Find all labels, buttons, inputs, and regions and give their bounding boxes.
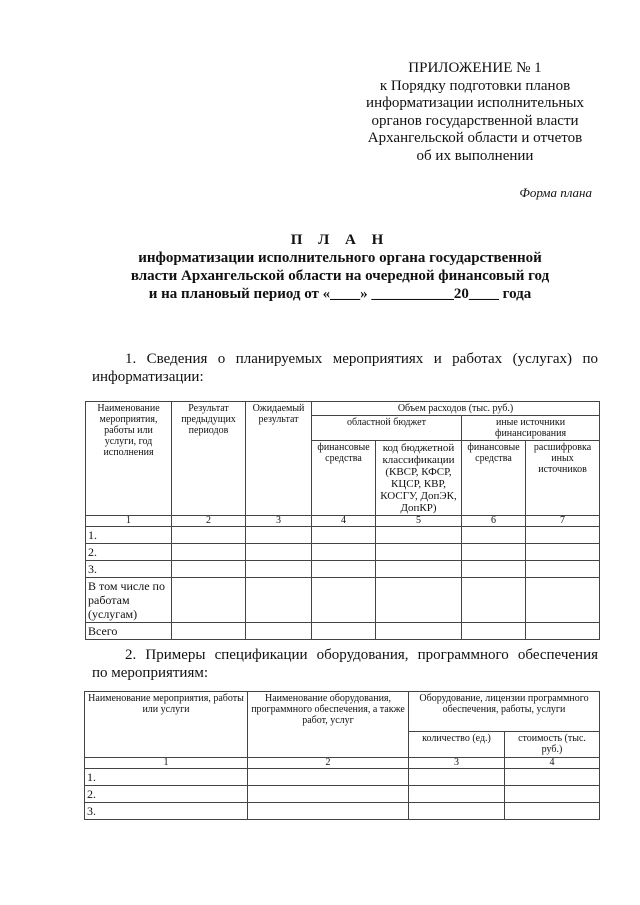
section-1-heading — [92, 350, 598, 386]
section-1-line: 1. Сведения о планируемых мероприятиях и работах (услугах) по — [125, 351, 598, 367]
column-number-row — [85, 758, 600, 769]
header-regional-budget: областной бюджет — [312, 416, 462, 441]
header-breakdown: расшифровка иных источников — [526, 441, 600, 516]
appendix-line: органов государственной власти — [371, 112, 579, 129]
table-cell — [248, 803, 409, 820]
column-number: 2 — [248, 758, 409, 769]
table-row — [85, 803, 600, 820]
table-cell — [312, 544, 376, 561]
table-row — [86, 561, 600, 578]
header-costs: Объем расходов (тыс. руб.) — [312, 402, 600, 416]
column-number: 2 — [172, 516, 246, 527]
section-2-line: 2. Примеры спецификации оборудования, программного обеспечения — [125, 647, 598, 663]
row-label: 1. — [86, 527, 172, 544]
table-cell — [526, 623, 600, 640]
column-number: 1 — [86, 516, 172, 527]
column-number: 6 — [462, 516, 526, 527]
table-cell — [526, 527, 600, 544]
appendix-line: об их выполнении — [416, 147, 534, 164]
table-cell — [172, 527, 246, 544]
table-row — [86, 527, 600, 544]
specification-table — [84, 691, 600, 820]
column-number: 4 — [312, 516, 376, 527]
table-cell — [409, 786, 505, 803]
table-cell — [505, 803, 600, 820]
appendix-line: информатизации исполнительных — [366, 95, 584, 111]
header-activity-name: Наименование мероприятия, работы или услуги — [85, 692, 248, 758]
table-row — [85, 769, 600, 786]
table-cell — [376, 544, 462, 561]
row-label: 1. — [85, 769, 248, 786]
header-other-sources: иные источники финансирования — [462, 416, 600, 441]
row-label: 2. — [85, 786, 248, 803]
table-cell — [246, 544, 312, 561]
row-label-total: Всего — [86, 623, 172, 640]
header-equipment-group: Оборудование, лицензии программного обеспечения, работы, услуги — [409, 692, 600, 732]
appendix-line: к Порядку подготовки планов — [379, 77, 571, 94]
table-cell — [505, 769, 600, 786]
table-row — [86, 623, 600, 640]
column-number: 3 — [246, 516, 312, 527]
table-cell — [312, 527, 376, 544]
table-cell — [409, 803, 505, 820]
plan-title — [60, 231, 620, 303]
header-activity-name: Наименование мероприятия, работы или услуги, год исполнения — [86, 402, 172, 516]
table-row — [86, 544, 600, 561]
column-number: 7 — [526, 516, 600, 527]
table-cell — [526, 544, 600, 561]
appendix-block — [340, 60, 610, 165]
appendix-title: ПРИЛОЖЕНИЕ № 1 — [408, 60, 542, 76]
header-cost: стоимость (тыс. руб.) — [505, 732, 600, 758]
header-financial-means: финансовые средства — [312, 441, 376, 516]
table-cell — [462, 623, 526, 640]
table-cell — [462, 527, 526, 544]
table-cell — [376, 561, 462, 578]
table-cell — [505, 786, 600, 803]
section-2-heading — [92, 646, 598, 682]
table-cell — [246, 578, 312, 623]
table-cell — [376, 578, 462, 623]
table-cell — [526, 561, 600, 578]
header-budget-code: код бюджетной классификации (КВСР, КФСР, КЦСР, КВР, КОСГУ, ДопЭК, ДопКР) — [376, 441, 462, 516]
table-cell — [376, 623, 462, 640]
table-cell — [172, 623, 246, 640]
column-number: 3 — [409, 758, 505, 769]
header-expected-result: Ожидаемый результат — [246, 402, 312, 516]
column-number: 4 — [505, 758, 600, 769]
table-row — [86, 578, 600, 623]
row-label: 3. — [86, 561, 172, 578]
table-cell — [248, 786, 409, 803]
plan-title-line: информатизации исполнительного органа государственной — [138, 250, 542, 266]
header-equipment-name: Наименование оборудования, программного обеспечения, а также работ, услуг — [248, 692, 409, 758]
table-cell — [172, 561, 246, 578]
table-cell — [312, 578, 376, 623]
header-quantity: количество (ед.) — [409, 732, 505, 758]
row-label: 2. — [86, 544, 172, 561]
table-cell — [172, 578, 246, 623]
table-cell — [462, 578, 526, 623]
header-previous-results: Результат предыдущих периодов — [172, 402, 246, 516]
section-2-line: по мероприятиям: — [92, 665, 209, 681]
table-cell — [172, 544, 246, 561]
appendix-line: Архангельской области и отчетов — [367, 130, 583, 146]
table-cell — [246, 527, 312, 544]
form-label: Форма плана — [519, 185, 592, 200]
table-cell — [248, 769, 409, 786]
table-cell — [246, 561, 312, 578]
plan-heading: П Л А Н — [290, 232, 390, 248]
row-label: В том числе по работам (услугам) — [86, 578, 172, 623]
section-1-line: информатизации: — [92, 369, 204, 385]
table-cell — [526, 578, 600, 623]
plan-title-line: и на плановый период от «____» ___________20____ года — [148, 286, 532, 302]
table-cell — [462, 544, 526, 561]
table-cell — [409, 769, 505, 786]
table-cell — [312, 561, 376, 578]
column-number: 1 — [85, 758, 248, 769]
column-number: 5 — [376, 516, 462, 527]
row-label: 3. — [85, 803, 248, 820]
activities-table — [85, 401, 600, 640]
header-financial-means: финансовые средства — [462, 441, 526, 516]
table-cell — [312, 623, 376, 640]
table-cell — [462, 561, 526, 578]
column-number-row — [86, 516, 600, 527]
plan-title-line: власти Архангельской области на очередной финансовый год — [130, 268, 550, 284]
table-row — [85, 786, 600, 803]
table-cell — [376, 527, 462, 544]
table-cell — [246, 623, 312, 640]
